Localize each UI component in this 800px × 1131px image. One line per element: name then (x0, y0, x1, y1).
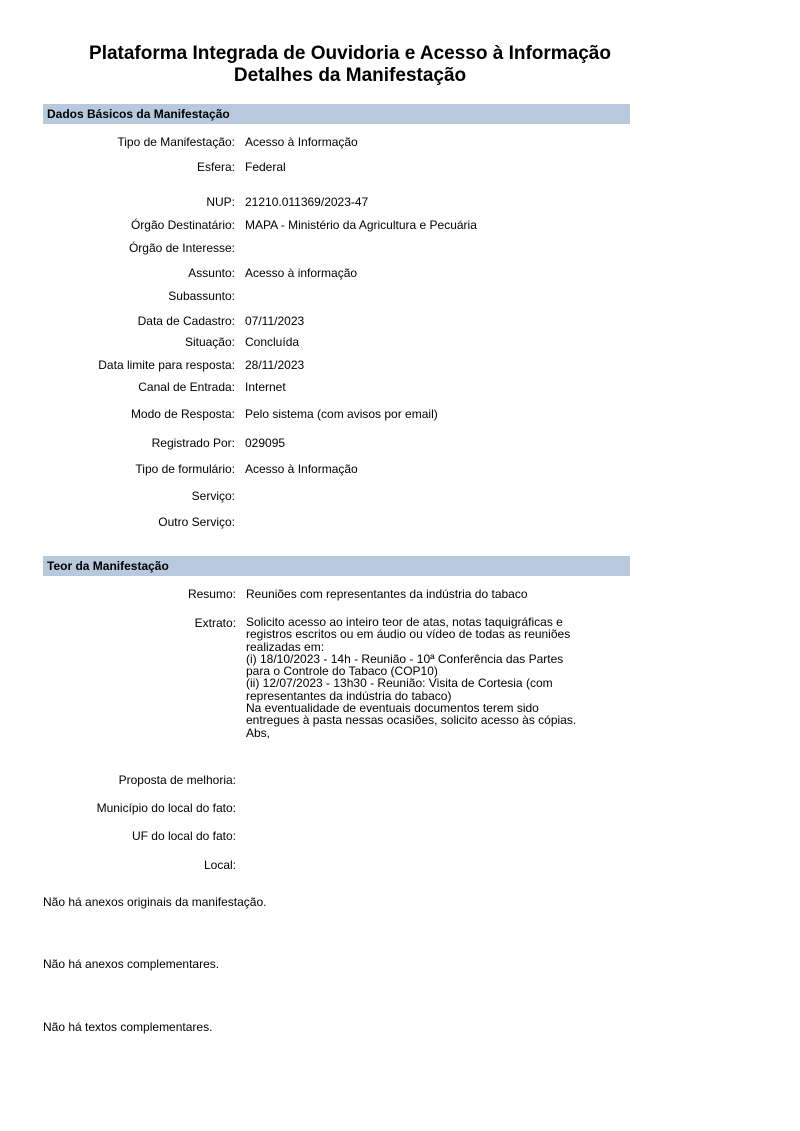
field-label-extrato: Extrato: (194, 616, 236, 630)
field-value-data-limite: 28/11/2023 (245, 358, 305, 372)
field-label-data-limite: Data limite para resposta: (98, 358, 235, 372)
field-value-resumo: Reuniões com representantes da indústria do tabaco (246, 587, 528, 601)
section-header-dados-basicos: Dados Básicos da Manifestação (43, 104, 630, 124)
field-value-modo-resposta: Pelo sistema (com avisos por email) (245, 407, 438, 421)
field-value-tipo-formulario: Acesso à Informação (245, 462, 358, 476)
field-value-assunto: Acesso à informação (245, 266, 358, 280)
field-value-extrato: Solicito acesso ao inteiro teor de atas, notas taquigráficas e registros escritos ou em áudio ou vídeo de todas as reuniões realizadas em: (i) 18/10/2023 - 14h - Reunião - 10ª Conferência das Partes para o Controle do Tabaco (COP10) (ii) 12/07/2023 - 13h30 - Reunião: Visita de Cortesia (com representantes da indústria do tabaco) Na eventualidade de eventuais documentos terem sido entregues à pasta nessas ocasiões, solicito acesso às cópias. Abs, (246, 615, 577, 740)
field-value-registrado-por: 029095 (245, 436, 286, 450)
field-label-esfera: Esfera: (196, 160, 235, 174)
field-label-tipo-manifestacao: Tipo de Manifestação: (117, 135, 235, 149)
field-value-esfera: Federal (245, 160, 286, 174)
field-value-tipo-manifestacao: Acesso à Informação (245, 135, 358, 149)
field-label-canal-entrada: Canal de Entrada: (138, 380, 235, 394)
field-label-proposta-melhoria: Proposta de melhoria: (118, 773, 236, 787)
field-value-data-cadastro: 07/11/2023 (245, 314, 305, 328)
field-label-resumo: Resumo: (187, 587, 236, 601)
section-header-teor: Teor da Manifestação (43, 556, 630, 576)
field-value-canal-entrada: Internet (245, 380, 286, 394)
field-value-situacao: Concluída (245, 335, 300, 349)
field-label-nup: NUP: (206, 195, 235, 209)
note-anexos-originais: Não há anexos originais da manifestação. (43, 895, 267, 909)
field-label-subassunto: Subassunto: (168, 289, 235, 303)
field-label-uf: UF do local do fato: (131, 829, 236, 843)
field-label-data-cadastro: Data de Cadastro: (137, 314, 235, 328)
field-value-orgao-destinatario: MAPA - Ministério da Agricultura e Pecuária (245, 218, 477, 232)
field-label-local: Local: (203, 858, 236, 872)
field-value-nup: 21210.011369/2023-47 (245, 195, 369, 209)
field-label-modo-resposta: Modo de Resposta: (130, 407, 235, 421)
page-title: Plataforma Integrada de Ouvidoria e Acesso à Informação (89, 43, 611, 64)
note-textos-complementares: Não há textos complementares. (43, 1020, 213, 1034)
field-label-registrado-por: Registrado Por: (151, 436, 235, 450)
field-label-orgao-interesse: Órgão de Interesse: (128, 241, 235, 255)
field-label-situacao: Situação: (184, 335, 235, 349)
field-label-assunto: Assunto: (188, 266, 235, 280)
field-label-servico: Serviço: (191, 489, 235, 503)
field-label-orgao-destinatario: Órgão Destinatário: (130, 218, 235, 232)
note-anexos-complementares: Não há anexos complementares. (43, 957, 220, 971)
field-label-municipio: Município do local do fato: (96, 801, 236, 815)
field-label-tipo-formulario: Tipo de formulário: (135, 462, 235, 476)
page-subtitle: Detalhes da Manifestação (233, 65, 467, 86)
field-label-outro-servico: Outro Serviço: (158, 515, 235, 529)
